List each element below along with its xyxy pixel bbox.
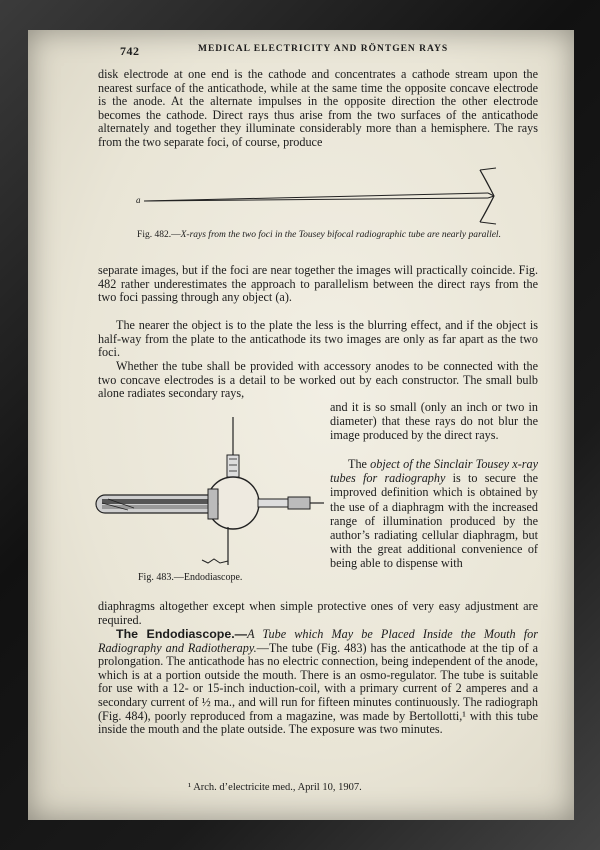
section-text: —The tube (Fig. 483) has the anticathode at the tip of a prolongation. The anticathode has no electric connection, being independent of the anode, which is at a portion outside the mouth. There is an osmo-regulator. The tube is suitable for use with a 12- or 15-inch induction-coil, with a primary current of 2 amperes and a secondary current of ½ ma., and will run for fifteen minutes continuously. The radiograph (Fig. 484), poorly reproduced from a magazine, was made by Bertollotti,¹ with this tube inside the mouth and the plate outside. The exposure was two minutes. [98,640,538,737]
paragraph-continued: disk electrode at one end is the cathode and concentrates a cathode stream upon the nearest surface of the anticathode, while at the same time the opposite concave electrode is the anode. At the alternate impulses in the opposite direction the other electrode becomes the cathode. Direct rays thus arise from the two surfaces of the anticathode alternately and together they illuminate considerably more than a hemisphere. The rays from the two separate foci, of course, produce [98,67,538,149]
figure-482-diagram [28,158,574,228]
right-column-1: and it is so small (only an inch or two in diameter) that these rays do not blur the image produced by the direct rays. [330,400,538,443]
paragraph-4: Whether the tube shall be provided with accessory anodes to be connected with the two concave electrodes is a detail to be worked out by each constructor. The small bulb alone radiates secondary rays, [98,359,538,401]
page-number: 742 [120,44,140,58]
paragraph-5: diaphragms altogether except when simple protective ones of very easy adjustment are required. [98,599,538,627]
running-title: MEDICAL ELECTRICITY AND RÖNTGEN RAYS [198,44,449,54]
section-heading: The Endodiascope.— [116,627,248,641]
figure-482-caption [104,230,534,241]
figure-482-caption-text: X-rays from the two foci in the Tousey bifocal radiographic tube are nearly parallel. [180,230,501,240]
right-column-2 [330,457,538,571]
figure-483-caption: Fig. 483.—Endodiascope. [138,572,243,583]
right-column-2-lead: The [348,457,371,471]
paragraph-3: The nearer the object is to the plate the less is the blurring effect, and if the object is half-way from the plate to the anticathode its two images are only as far apart as the two foci. [98,318,538,360]
right-column-2-rest: is to secure the improved definition which is obtained by the use of a diaphragm with the increased range of illumination produced by the author’s radiating cellular diaphragm, but with the great additional convenience of being able to dispense with [330,471,539,571]
figure-482-label: Fig. 482.— [137,230,181,240]
section-subtitle: A Tube which May be Placed Inside the Mouth for Radiography and Radiotherapy. [98,627,538,655]
paragraph-2: separate images, but if the foci are near together the images will practically coincide. Fig. 482 rather underestimates the approach to parallelism between the direct rays from the two foci passing through any object (a). [98,263,538,305]
figure-483-endodiascope [88,415,328,565]
paragraph-endodiascope [98,628,538,737]
figure-482-point-label: a [136,195,141,205]
footnote: ¹ Arch. d’electricite med., April 10, 1907. [188,782,362,793]
book-page [28,30,574,820]
right-column-2-italic: object of the Sinclair Tousey x-ray tubes for radiography [330,457,538,486]
